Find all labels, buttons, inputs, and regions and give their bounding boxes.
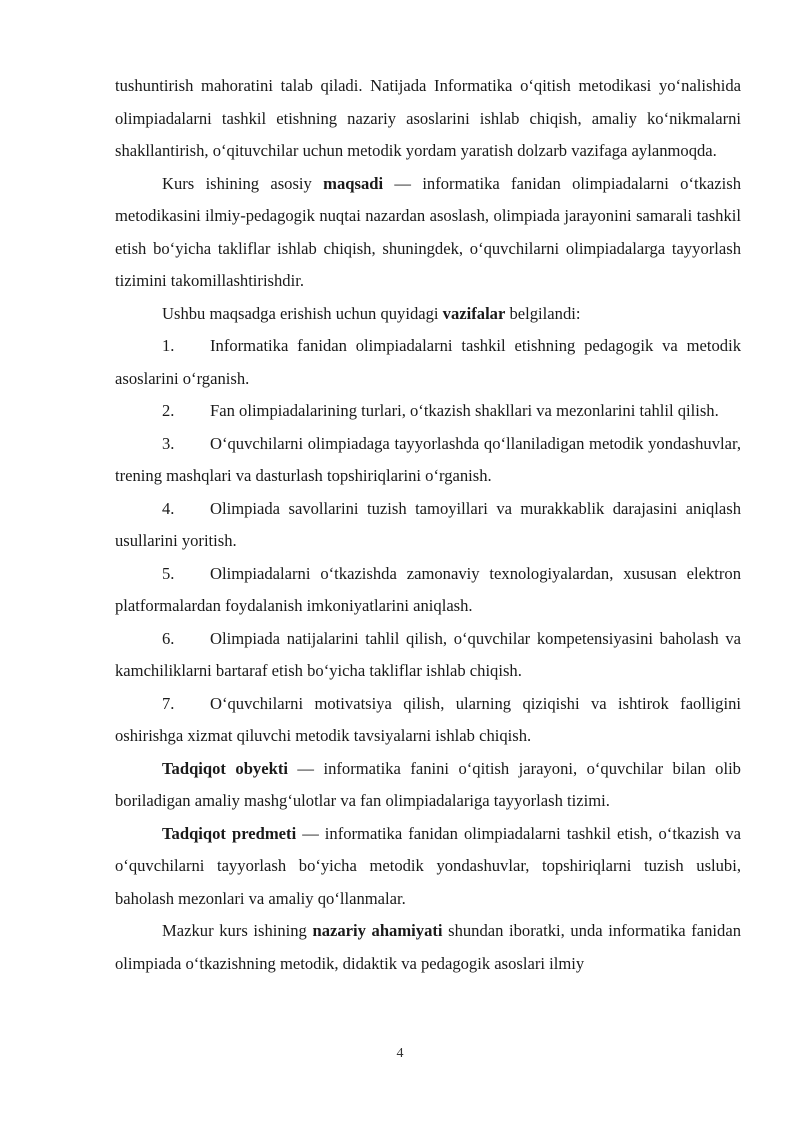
tasks-list (115, 330, 741, 753)
task-number: 1. (162, 336, 175, 355)
task-text: O‘quvchilarni olimpiadaga tayyorlashda qo‘llaniladigan metodik yondashuvlar, trening mashqlari va dasturlash topshiriqlarini o‘rganish. (115, 433, 741, 485)
tasks-keyword: vazifalar (442, 303, 506, 323)
task-number: 3. (162, 433, 175, 453)
task-text: Fan olimpiadalarining turlari, o‘tkazish shakllari va mezonlarini tahlil qilish. (210, 401, 719, 420)
theory-prefix: Mazkur kurs ishining (162, 921, 313, 940)
research-object-text: — informatika fanini o‘qitish jarayoni, o‘quvchilar bilan olib boriladigan amaliy mashg‘ulotlar va fan olimpiadalariga tayyorlash tizimi. (115, 758, 741, 810)
task-item-4 (115, 493, 741, 558)
task-item-5 (115, 558, 741, 623)
task-item-2 (115, 395, 741, 428)
task-text: Informatika fanidan olimpiadalarni tashkil etishning pedagogik va metodik asoslarini o‘rganish. (115, 336, 741, 388)
task-number: 2. (162, 401, 175, 420)
goal-text: — informatika fanidan olimpiadalarni o‘tkazish metodikasini ilmiy-pedagogik nuqtai nazardan asoslash, olimpiada jarayonini samarali tashkil etish bo‘yicha takliflar ishlab chiqish, shuningdek, o‘quvchilarni olimpiadalarga tayyorlash tizimini takomillashtirishdir. (115, 173, 741, 290)
tasks-prefix: Ushbu maqsadga erishish uchun quyidagi (162, 303, 443, 323)
task-number: 4. (162, 498, 175, 518)
task-text: Olimpiadalarni o‘tkazishda zamonaviy texnologiyalardan, xususan elektron platformalardan foydalanish imkoniyatlarini aniqlash. (115, 563, 741, 615)
theory-text: shundan iboratki, unda informatika fanidan olimpiada o‘tkazishning metodik, didaktik va pedagogik asoslari ilmiy (115, 921, 742, 973)
task-item-6 (115, 623, 741, 688)
goal-keyword: maqsadi (323, 173, 384, 193)
task-number: 6. (162, 628, 175, 648)
intro-continuation-paragraph: tushuntirish mahoratini talab qiladi. Natijada Informatika o‘qitish metodikasi yo‘nalishida olimpiadalarni tashkil etishning nazariy asoslarini ishlab chiqish, amaliy ko‘nikmalarni shakllantirish, o‘qituvchilar uchun metodik yordam yaratish dolzarb vazifaga aylanmoqda. (115, 76, 741, 160)
task-text: Olimpiada savollarini tuzish tamoyillari va murakkablik darajasini aniqlash usullarini yoritish. (115, 498, 741, 550)
task-number: 5. (162, 563, 175, 583)
task-item-1 (115, 330, 741, 395)
goal-paragraph (115, 168, 741, 298)
task-text: O‘quvchilarni motivatsiya qilish, ularning qiziqishi va ishtirok faolligini oshirishga xizmat qiluvchi metodik tavsiyalarni ishlab chiqish. (115, 693, 741, 745)
research-subject-text: — informatika fanidan olimpiadalarni tashkil etish, o‘tkazish va o‘quvchilarni tayyorlash bo‘yicha metodik yondashuvlar, topshiriqlarni tuzish uslubi, baholash mezonlari va amaliy qo‘llanmalar. (115, 823, 741, 908)
research-object-paragraph (115, 753, 741, 818)
theory-keyword: nazariy ahamiyati (312, 921, 443, 940)
research-object-keyword: Tadqiqot obyekti (162, 758, 288, 778)
document-body (115, 70, 741, 980)
tasks-intro-paragraph (115, 298, 741, 331)
theoretical-significance-paragraph (115, 915, 741, 980)
tasks-suffix: belgilandi: (505, 303, 581, 323)
task-text: Olimpiada natijalarini tahlil qilish, o‘quvchilar kompetensiyasini baholash va kamchiliklarni bartaraf etish bo‘yicha takliflar ishlab chiqish. (115, 628, 741, 680)
task-number: 7. (162, 693, 175, 713)
goal-prefix: Kurs ishining asosiy (162, 173, 324, 193)
task-item-7 (115, 688, 741, 753)
research-subject-paragraph (115, 818, 741, 916)
research-subject-keyword: Tadqiqot predmeti (162, 823, 297, 843)
task-item-3 (115, 428, 741, 493)
page-number: 4 (396, 1046, 404, 1061)
